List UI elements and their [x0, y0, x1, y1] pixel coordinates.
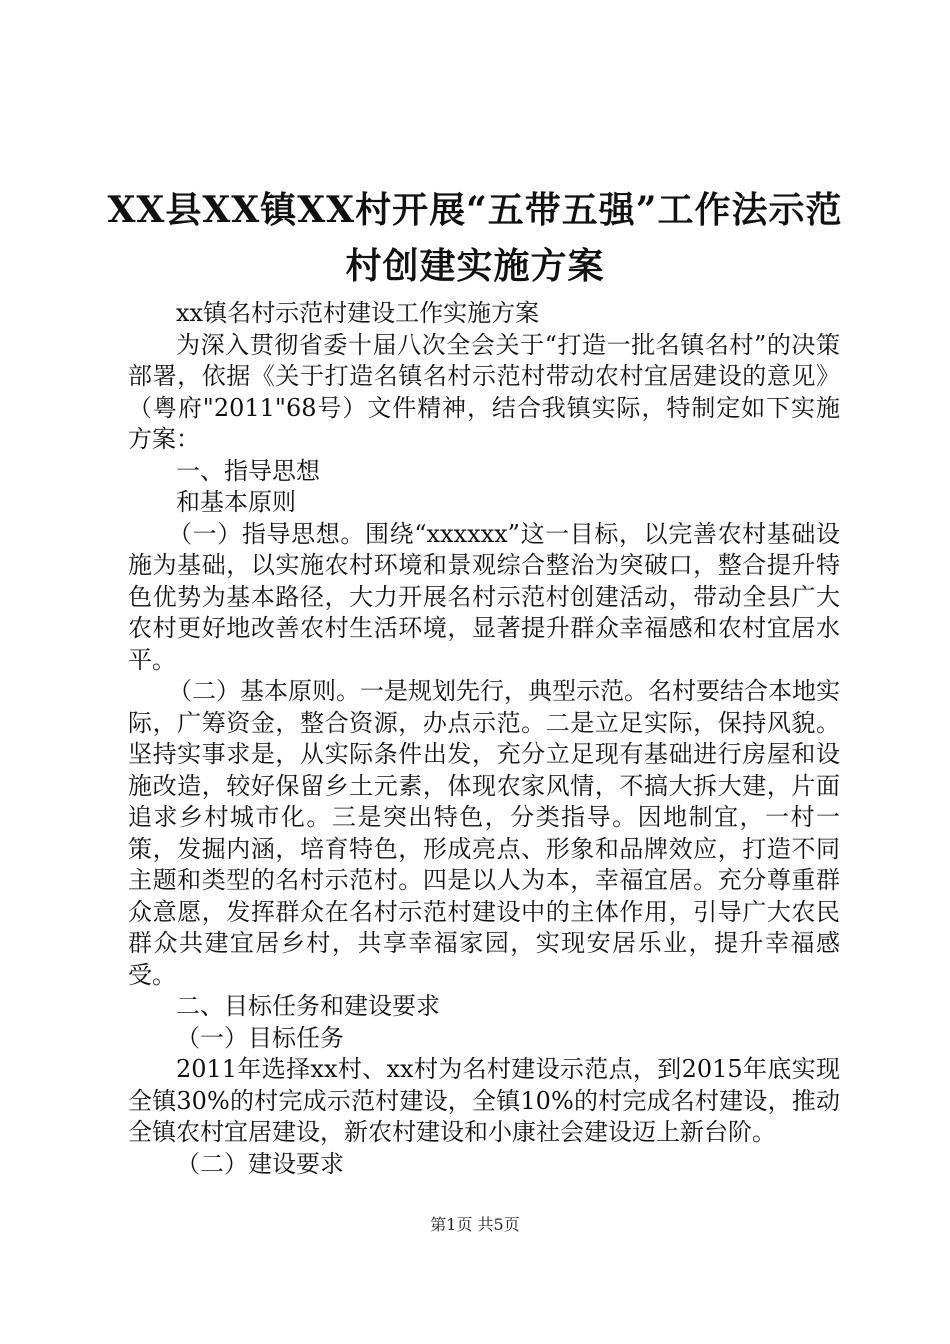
- document-body: [128, 298, 840, 1180]
- body-paragraph: 为深入贯彻省委十届八次全会关于“打造一批名镇名村”的决策部署，依据《关于打造名镇名村示范村带动农村宜居建设的意见》（粤府"2011"68号）文件精神，结合我镇实际，特制定如下实施方案：: [128, 330, 840, 453]
- section-heading-continuation: 和基本原则: [176, 488, 296, 516]
- body-paragraph: 2011年选择xx村、xx村为名村建设示范点，到2015年底实现全镇30%的村完成示范村建设，全镇10%的村完成名村建设，推动全镇农村宜居建设，新农村建设和小康社会建设迈上新台阶。: [128, 1055, 840, 1146]
- section-heading: 一、指导思想: [176, 456, 320, 485]
- body-paragraph: （一）指导思想。围绕“xxxxxx”这一目标，以完善农村基础设施为基础，以实施农村环境和景观综合整治为突破口，整合提升特色优势为基本路径，大力开展名村示范村创建活动，带动全县广大农村更好地改善农村生活环境，显著提升群众幸福感和农村宜居水平。: [128, 519, 840, 674]
- page-number-footer: 第1页 共5页: [430, 1215, 520, 1234]
- subsection-heading: （二）建设要求: [176, 1149, 344, 1178]
- section-heading: 二、目标任务和建设要求: [176, 992, 440, 1020]
- body-paragraph: （二）基本原则。一是规划先行，典型示范。名村要结合本地实际，广筹资金，整合资源，办点示范。二是立足实际，保持风貌。坚持实事求是，从实际条件出发，充分立足现有基础进行房屋和设施改造，较好保留乡土元素，体现农家风情，不搞大拆大建，片面追求乡村城市化。三是突出特色，分类指导。因地制宜，一村一策，发掘内涵，培育特色，形成亮点、形象和品牌效应，打造不同主题和类型的名村示范村。四是以人为本，幸福宜居。充分尊重群众意愿，发挥群众在名村示范村建设中的主体作用，引导广大农民群众共建宜居乡村，共享幸福家园，实现安居乐业，提升幸福感受。: [128, 677, 840, 989]
- document-title-line-2: 村创建实施方案: [345, 245, 605, 287]
- subtitle-paragraph: xx镇名村示范村建设工作实施方案: [176, 299, 540, 327]
- subsection-heading: （一）目标任务: [176, 1023, 344, 1052]
- document-title-line-1: XX县XX镇XX村开展“五带五强”工作法示范: [107, 189, 843, 231]
